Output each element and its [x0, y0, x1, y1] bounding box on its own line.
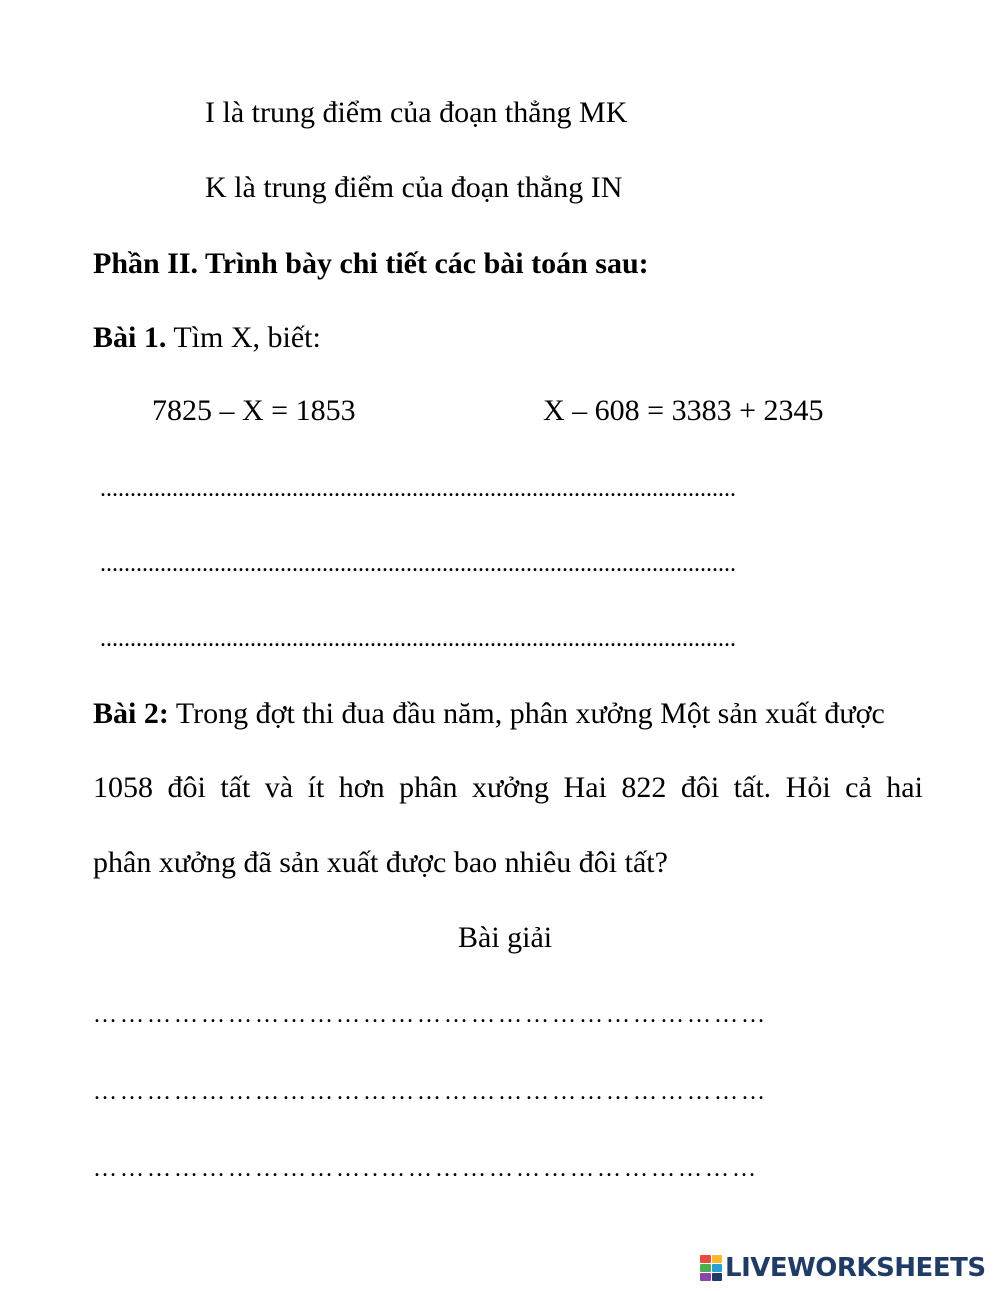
answer-line-bai2-2[interactable]: …………………………………………………………………	[93, 1079, 768, 1105]
answer-line-bai1-1[interactable]: ..........................................................................................................	[100, 476, 736, 502]
mark-cell	[712, 1273, 723, 1281]
bai2-word: tất.	[733, 771, 772, 804]
bai2-line-2	[93, 770, 923, 806]
mark-cell	[700, 1255, 711, 1263]
answer-line-bai2-1[interactable]: …………………………………………………………………	[93, 1002, 768, 1028]
mark-cell	[700, 1273, 711, 1281]
bai2-word: 822	[621, 771, 667, 804]
mark-cell	[712, 1264, 723, 1272]
liveworksheets-wordmark: LIVEWORKSHEETS	[725, 1253, 986, 1283]
bai1-prompt: Tìm X, biết:	[173, 321, 321, 354]
solution-heading: Bài giải	[458, 921, 553, 954]
answer-line-bai1-3[interactable]: ..........................................................................................................	[100, 626, 736, 652]
bai2-line-1	[93, 696, 885, 732]
bai1-heading	[93, 320, 321, 356]
bai2-word: ít	[307, 771, 325, 804]
statement-i-midpoint: I là trung điểm của đoạn thẳng MK	[205, 96, 628, 129]
answer-line-bai1-2[interactable]: ..........................................................................................................	[100, 551, 736, 577]
liveworksheets-mark-icon	[700, 1255, 722, 1281]
answer-line-bai2-3[interactable]: …………………………..……………………………………	[93, 1156, 759, 1182]
bai2-word: tất	[220, 771, 251, 804]
bai2-word: Hỏi	[785, 771, 831, 804]
bai2-word: 1058	[93, 771, 153, 804]
bai2-word: xưởng	[471, 771, 550, 804]
bai2-word: hai	[886, 771, 923, 804]
bai2-word: đôi	[167, 771, 206, 804]
bai2-word: Hai	[563, 771, 607, 804]
liveworksheets-logo	[700, 1252, 986, 1284]
bai2-line1-text: Trong đợt thi đua đầu năm, phân xưởng Một sản xuất được	[175, 697, 885, 730]
bai2-word: cả	[845, 771, 872, 804]
bai1-equation-2: X – 608 = 3383 + 2345	[543, 394, 824, 427]
bai2-word: và	[264, 771, 294, 804]
statement-k-midpoint: K là trung điểm của đoạn thẳng IN	[205, 171, 623, 204]
mark-cell	[700, 1264, 711, 1272]
bai2-label: Bài 2:	[93, 697, 169, 730]
mark-cell	[712, 1255, 723, 1263]
part2-heading: Phần II. Trình bày chi tiết các bài toán sau:	[93, 247, 649, 280]
bai2-line-3: phân xưởng đã sản xuất được bao nhiêu đôi tất?	[93, 846, 668, 879]
bai1-equation-1: 7825 – X = 1853	[152, 394, 356, 427]
bai1-label: Bài 1.	[93, 321, 167, 354]
bai2-word: phân	[399, 771, 458, 804]
bai2-word: hơn	[338, 771, 385, 804]
bai2-word: đôi	[680, 771, 720, 804]
